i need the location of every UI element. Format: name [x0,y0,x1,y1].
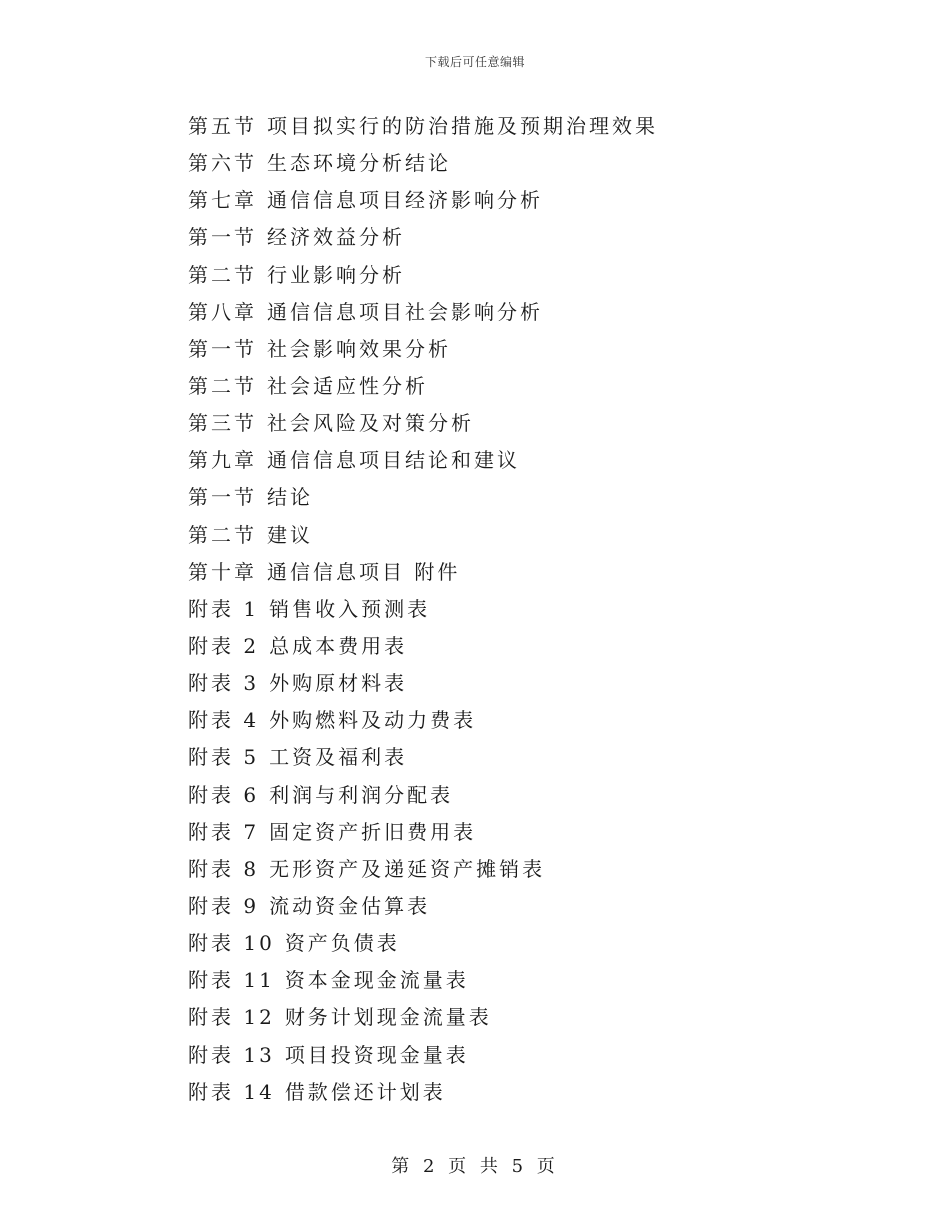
toc-entry [188,1074,828,1111]
toc-entry-title: 财务计划现金流量表 [284,1005,492,1030]
toc-entry-title: 无形资产及递延资产摊销表 [269,856,546,881]
toc-entry-title: 社会影响效果分析 [267,336,451,361]
toc-entry-label: 附表 5 [188,745,260,770]
toc-entry [188,219,828,256]
toc-entry-title: 固定资产折旧费用表 [269,819,477,844]
toc-entry-label: 附表 2 [188,633,260,658]
toc-entry-label: 附表 9 [188,893,260,918]
toc-entry [188,999,828,1036]
toc-entry [188,368,828,405]
toc-entry-label: 附表 13 [188,1042,275,1067]
toc-entry-title: 经济效益分析 [267,225,405,250]
toc-entry-label: 附表 4 [188,708,260,733]
toc-entry [188,888,828,925]
toc-entry [188,145,828,182]
toc-entry-label: 第八章 [188,299,257,324]
toc-entry-title: 社会风险及对策分析 [267,411,474,436]
toc-entry [188,405,828,442]
toc-entry [188,331,828,368]
toc-entry-label: 第九章 [188,448,257,473]
toc-entry-label: 第六节 [188,151,257,176]
toc-entry-label: 第三节 [188,411,257,436]
toc-entry-title: 通信信息项目结论和建议 [267,448,520,473]
toc-entry-label: 附表 8 [188,856,260,881]
toc-entry-title: 行业影响分析 [267,262,405,287]
table-of-contents [188,108,828,1111]
toc-entry-title: 借款偿还计划表 [284,1079,446,1104]
toc-entry-label: 附表 11 [188,968,275,993]
toc-entry [188,108,828,145]
toc-entry-title: 生态环境分析结论 [267,151,451,176]
toc-entry-label: 第一节 [188,336,257,361]
toc-entry [188,925,828,962]
toc-entry-label: 第一节 [188,485,257,510]
toc-entry-label: 第十章 [188,559,257,584]
toc-entry-label: 附表 6 [188,782,260,807]
toc-entry-label: 第七章 [188,188,257,213]
toc-entry [188,702,828,739]
toc-entry [188,777,828,814]
toc-entry-title: 通信信息项目经济影响分析 [267,188,543,213]
toc-entry-label: 第二节 [188,373,257,398]
page-header: 下载后可任意编辑 [424,55,525,69]
toc-entry-title: 工资及福利表 [269,745,408,770]
toc-entry-title: 通信信息项目 附件 [267,559,461,584]
page-footer: 第 2 页 共 5 页 [391,1156,559,1177]
toc-entry-title: 流动资金估算表 [269,893,431,918]
toc-entry-label: 附表 14 [188,1079,275,1104]
toc-entry [188,554,828,591]
toc-entry-title: 项目拟实行的防治措施及预期治理效果 [267,114,658,138]
toc-entry-title: 外购燃料及动力费表 [269,708,477,733]
toc-entry-label: 附表 10 [188,931,275,956]
toc-entry [188,1037,828,1074]
toc-entry-label: 附表 1 [188,596,260,621]
toc-entry [188,814,828,851]
toc-entry [188,591,828,628]
toc-entry [188,294,828,331]
toc-entry-title: 资产负债表 [284,931,400,956]
toc-entry [188,851,828,888]
toc-entry [188,665,828,702]
toc-entry-title: 结论 [267,485,313,510]
toc-entry [188,257,828,294]
toc-entry-title: 利润与利润分配表 [269,782,454,807]
toc-entry-label: 第二节 [188,522,257,547]
toc-entry-title: 外购原材料表 [269,671,408,696]
toc-entry-title: 通信信息项目社会影响分析 [267,299,543,324]
toc-entry [188,739,828,776]
toc-entry-label: 第五节 [188,114,257,138]
toc-entry [188,962,828,999]
toc-entry-label: 附表 3 [188,671,260,696]
toc-entry [188,442,828,479]
toc-entry-title: 总成本费用表 [269,633,408,658]
toc-entry-label: 附表 12 [188,1005,275,1030]
toc-entry [188,517,828,554]
toc-entry-label: 第二节 [188,262,257,287]
toc-entry [188,628,828,665]
toc-entry [188,479,828,516]
toc-entry-title: 社会适应性分析 [267,373,428,398]
toc-entry [188,182,828,219]
toc-entry-title: 项目投资现金量表 [284,1042,469,1067]
toc-entry-label: 第一节 [188,225,257,250]
toc-entry-title: 建议 [267,522,313,547]
toc-entry-label: 附表 7 [188,819,260,844]
toc-entry-title: 销售收入预测表 [269,596,431,621]
toc-entry-title: 资本金现金流量表 [284,968,469,993]
